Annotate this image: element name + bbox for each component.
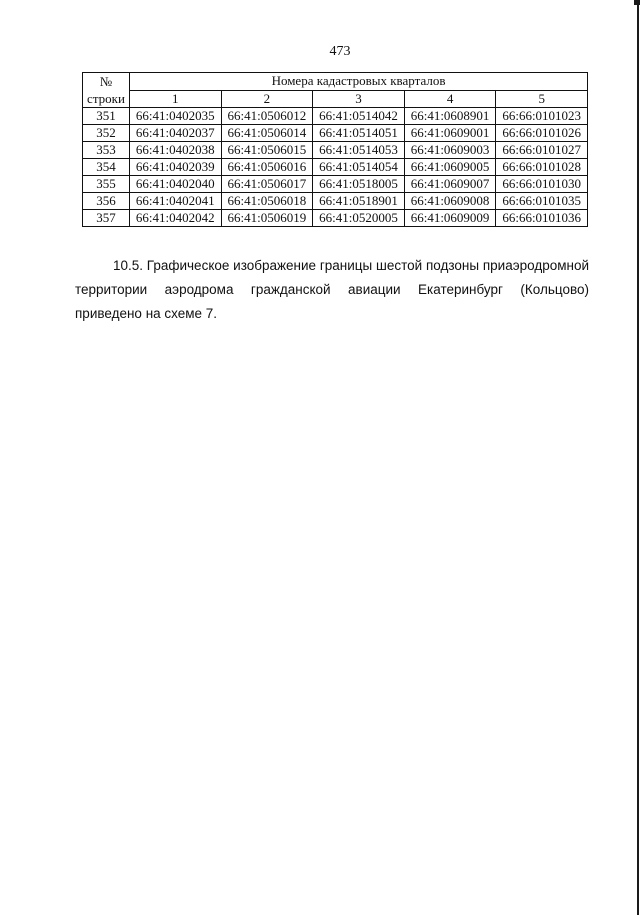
cadastral-number-cell: 66:66:0101036 [496, 210, 588, 227]
row-number-cell: 356 [83, 193, 130, 210]
row-number-cell: 357 [83, 210, 130, 227]
cadastral-number-cell: 66:41:0402040 [130, 176, 222, 193]
row-number-header-symbol: № [99, 74, 113, 89]
cadastral-number-cell: 66:66:0101027 [496, 142, 588, 159]
table-row [83, 108, 588, 125]
table-row [83, 176, 588, 193]
cadastral-number-cell: 66:41:0518901 [313, 193, 405, 210]
cadastral-number-cell: 66:41:0402039 [130, 159, 222, 176]
column-number: 2 [221, 90, 313, 108]
column-number-row [83, 90, 588, 108]
quarters-header-title: Номера кадастровых кварталов [130, 73, 588, 91]
cadastral-number-cell: 66:41:0402038 [130, 142, 222, 159]
column-number: 3 [313, 90, 405, 108]
section-paragraph: 10.5. Графическое изображение границы шестой подзоны приаэродромной территории аэродрома гражданской авиации Екатеринбург (Кольцово) приведено на схеме 7. [75, 257, 589, 321]
cadastral-number-cell: 66:41:0514053 [313, 142, 405, 159]
table-row [83, 210, 588, 227]
cadastral-number-cell: 66:66:0101030 [496, 176, 588, 193]
table-row [83, 125, 588, 142]
cadastral-number-cell: 66:66:0101035 [496, 193, 588, 210]
cadastral-number-cell: 66:41:0402035 [130, 108, 222, 125]
scan-edge-line [637, 0, 639, 915]
cadastral-number-cell: 66:41:0609007 [404, 176, 496, 193]
cadastral-number-cell: 66:41:0514042 [313, 108, 405, 125]
cadastral-number-cell: 66:66:0101028 [496, 159, 588, 176]
cadastral-number-cell: 66:41:0402037 [130, 125, 222, 142]
cadastral-number-cell: 66:41:0514054 [313, 159, 405, 176]
row-number-cell: 352 [83, 125, 130, 142]
row-number-cell: 353 [83, 142, 130, 159]
cadastral-number-cell: 66:41:0506018 [221, 193, 313, 210]
column-number: 1 [130, 90, 222, 108]
table-row [83, 159, 588, 176]
cadastral-number-cell: 66:66:0101026 [496, 125, 588, 142]
cadastral-number-cell: 66:41:0518005 [313, 176, 405, 193]
column-number: 4 [404, 90, 496, 108]
cadastral-number-cell: 66:41:0506012 [221, 108, 313, 125]
row-number-header-label: строки [87, 91, 125, 106]
column-number: 5 [496, 90, 588, 108]
cadastral-number-cell: 66:41:0506015 [221, 142, 313, 159]
cadastral-number-cell: 66:41:0514051 [313, 125, 405, 142]
cadastral-number-cell: 66:41:0402042 [130, 210, 222, 227]
cadastral-number-cell: 66:41:0609009 [404, 210, 496, 227]
cadastral-number-cell: 66:41:0506019 [221, 210, 313, 227]
cadastral-number-cell: 66:41:0506017 [221, 176, 313, 193]
scan-edge-corner [634, 0, 640, 5]
cadastral-number-cell: 66:41:0609005 [404, 159, 496, 176]
cadastral-number-cell: 66:41:0608901 [404, 108, 496, 125]
page-number: 473 [329, 44, 351, 59]
row-number-cell: 355 [83, 176, 130, 193]
row-number-cell: 354 [83, 159, 130, 176]
cadastral-number-cell: 66:41:0609003 [404, 142, 496, 159]
cadastral-number-cell: 66:41:0506016 [221, 159, 313, 176]
cadastral-number-cell: 66:41:0520005 [313, 210, 405, 227]
row-number-header [83, 73, 130, 108]
table-row [83, 193, 588, 210]
cadastral-number-cell: 66:41:0402041 [130, 193, 222, 210]
table-row [83, 142, 588, 159]
cadastral-number-cell: 66:66:0101023 [496, 108, 588, 125]
cadastral-number-cell: 66:41:0506014 [221, 125, 313, 142]
table-header-row [83, 73, 588, 91]
cadastral-number-cell: 66:41:0609001 [404, 125, 496, 142]
row-number-cell: 351 [83, 108, 130, 125]
cadastral-quarters-table [82, 72, 588, 227]
cadastral-number-cell: 66:41:0609008 [404, 193, 496, 210]
